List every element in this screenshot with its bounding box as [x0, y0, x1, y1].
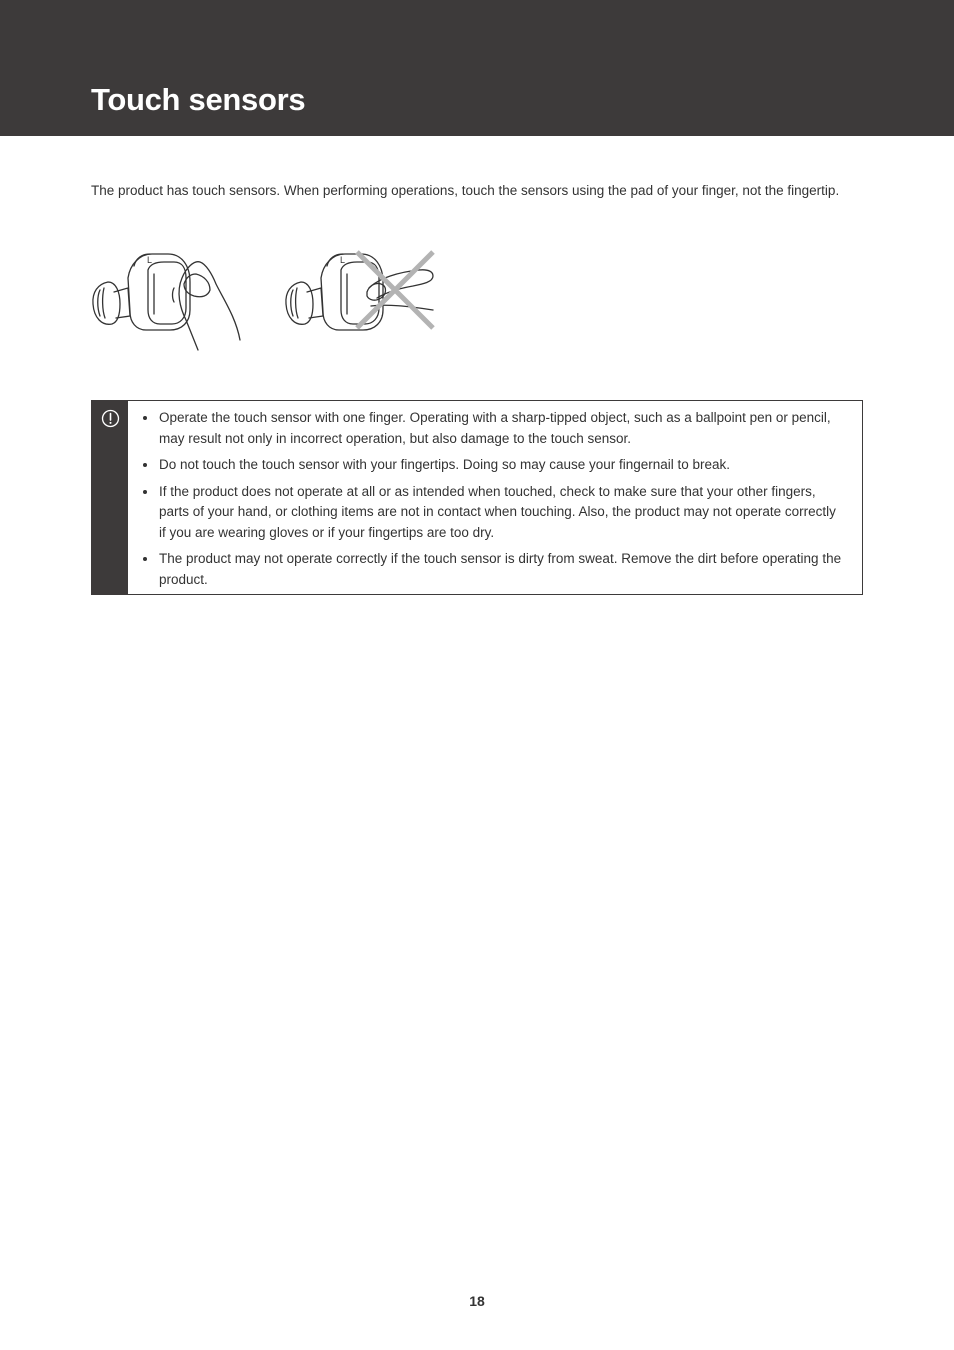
- caution-box: [91, 400, 863, 595]
- caution-item: If the product does not operate at all or as intended when touched, check to make sure that your other fingers, parts of your hand, or clothing items are not in contact when touching. Also, the product may not operate correctly if you are wearing gloves or if your fingertips are too dry.: [159, 482, 842, 544]
- intro-paragraph: The product has touch sensors. When performing operations, touch the sensors using the pad of your finger, not the fingertip.: [91, 183, 840, 198]
- caution-item: Do not touch the touch sensor with your fingertips. Doing so may cause your fingernail to break.: [159, 455, 842, 476]
- caution-item: The product may not operate correctly if the touch sensor is dirty from sweat. Remove the dirt before operating the product.: [159, 549, 842, 590]
- caution-item: Operate the touch sensor with one finger. Operating with a sharp-tipped object, such as a ballpoint pen or pencil, may result not only in incorrect operation, but also damage to the touch sensor.: [159, 408, 842, 449]
- earbud-label-correct: L: [147, 255, 153, 265]
- earbud-label-incorrect: L: [340, 255, 346, 265]
- exclamation-circle-icon: [101, 409, 120, 428]
- page-number: 18: [469, 1293, 485, 1309]
- page-title: Touch sensors: [91, 82, 306, 117]
- finger-pad-touch-illustration: [90, 248, 245, 356]
- fingertip-touch-crossed-illustration: [283, 248, 443, 356]
- caution-strip: [92, 401, 128, 594]
- caution-list: [128, 401, 862, 594]
